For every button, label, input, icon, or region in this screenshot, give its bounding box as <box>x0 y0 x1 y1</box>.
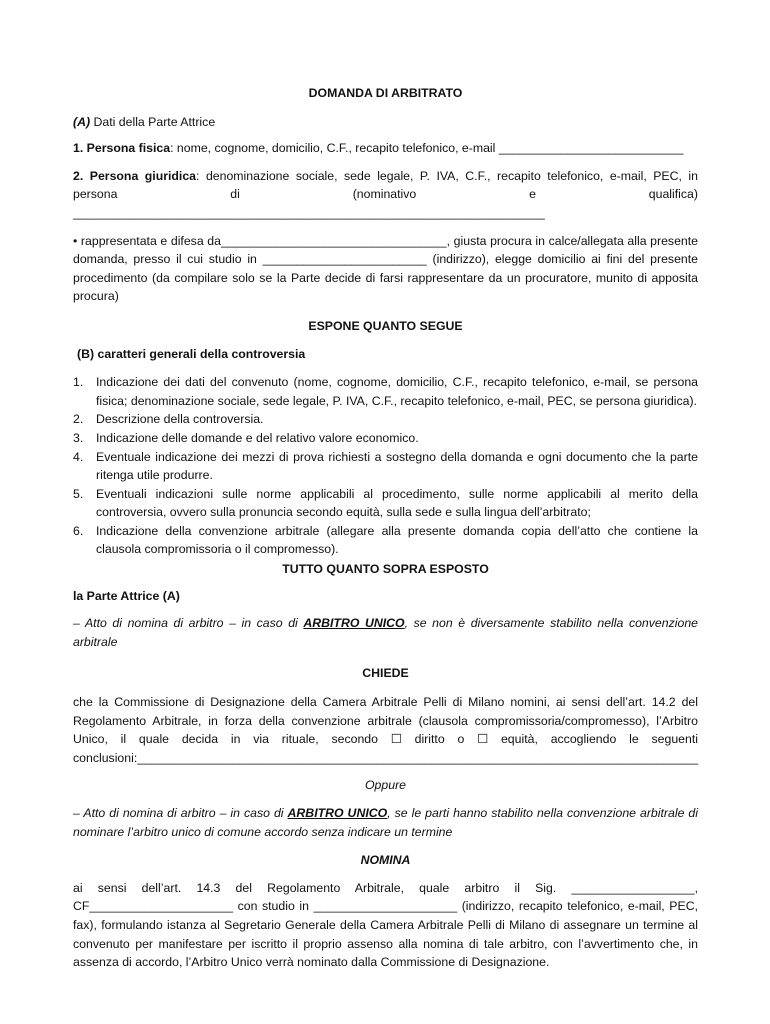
atto1-before: – Atto di nomina di arbitro – in caso di <box>73 616 304 631</box>
persona-giuridica-text: : denominazione sociale, sede legale, P. IVA, C.F., recapito telefonico, e-mail, PEC, in persona di (nominativo e qualifica) _____________________________________________________________________ <box>73 168 698 220</box>
list-item-number: 3. <box>73 430 84 445</box>
section-a-label: (A) <box>73 114 91 129</box>
list-item-text: Eventuale indicazione dei mezzi di prova richiesti a sostegno della domanda e ogni documento che la parte ritenga utile produrre. <box>96 449 698 483</box>
atto-nomina-1 <box>73 614 698 651</box>
atto2-before: – Atto di nomina di arbitro – in caso di <box>73 806 288 820</box>
section-b-heading <box>73 345 698 364</box>
espone-heading: ESPONE QUANTO SEGUE <box>308 318 463 333</box>
list-item <box>73 410 698 429</box>
list-item <box>73 373 698 410</box>
list-item-number: 2. <box>73 412 84 427</box>
persona-giuridica-label: 2. Persona giuridica <box>73 168 197 183</box>
list-item-text: Indicazione delle domande e del relativo valore economico. <box>96 430 419 445</box>
list-item <box>73 429 698 448</box>
document-page <box>73 84 698 972</box>
nomina-heading: NOMINA <box>360 853 411 868</box>
parte-attrice-heading: la Parte Attrice (A) <box>73 588 180 603</box>
atto2-arbitro-unico: ARBITRO UNICO <box>287 806 388 820</box>
list-item-text: Descrizione della controversia. <box>96 412 264 427</box>
chiede-paragraph: che la Commissione di Designazione della Camera Arbitrale Pelli di Milano nomini, ai sensi dell’art. 14.2 del Regolamento Arbitrale, in forza della convenzione arbitrale (clausola compromissoria/compromesso), l’Arbitro Unico, il quale decida in via rituale, secondo ☐ diritto o ☐ equità, accogliendo le seguenti conclusioni:__________________________________________________________________________________ <box>73 695 699 765</box>
list-item-number: 5. <box>73 486 84 501</box>
persona-giuridica-paragraph <box>73 167 698 223</box>
list-item <box>73 522 698 559</box>
list-item-text: Indicazione della convenzione arbitrale (allegare alla presente domanda copia dell’atto che contiene la clausola compromissoria o il compromesso). <box>96 523 698 557</box>
list-item-number: 4. <box>73 449 84 464</box>
list-item-number: 1. <box>73 375 84 390</box>
list-item <box>73 485 698 522</box>
list-item-text: Indicazione dei dati del convenuto (nome, cognome, domicilio, C.F., recapito telefonico, e-mail, se persona fisica; denominazione sociale, sede legale, P. IVA, C.F., recapito telefonico, e-mail, PEC, se persona giuridica). <box>96 375 698 408</box>
atto2-after: , se le parti hanno stabilito nella convenzione arbitrale di nominare l’arbitro unico di comune accordo senza indicare un termine <box>73 806 698 839</box>
persona-fisica-paragraph <box>73 139 698 158</box>
atto-nomina-2 <box>73 804 698 841</box>
list-item <box>73 448 698 485</box>
persona-fisica-label: 1. Persona fisica <box>73 141 171 156</box>
list-item-text: Eventuali indicazioni sulle norme applicabili al procedimento, sulle norme applicabili al merito della controversia, ovvero sulla pronuncia secondo equità, sulla sede e sulla lingua dell’arbitrato; <box>96 486 698 520</box>
list-item-number: 6. <box>73 523 84 538</box>
chiede-heading: CHIEDE <box>362 666 409 681</box>
atto1-arbitro-unico: ARBITRO UNICO <box>303 616 405 631</box>
persona-fisica-text: : nome, cognome, domicilio, C.F., recapito telefonico, e-mail ___________________________ <box>170 141 684 156</box>
section-a-text: Dati della Parte Attrice <box>90 114 216 129</box>
document-title: DOMANDA DI ARBITRATO <box>308 86 463 100</box>
oppure-label: Oppure <box>364 778 407 793</box>
rappresentata-paragraph: • rappresentata e difesa da_________________________________, giusta procura in calce/allegata alla presente domanda, presso il cui studio in ________________________ (indirizzo), elegge domicilio ai fini del presente procedimento (da compilare solo se la Parte decide di farsi rappresentare da un procuratore, munito di apposita procura) <box>73 233 698 304</box>
atto1-after: , se non è diversamente stabilito nella convenzione arbitrale <box>73 616 698 649</box>
controversia-list <box>73 373 698 559</box>
section-a-heading <box>73 113 698 132</box>
nomina-paragraph: ai sensi dell’art. 14.3 del Regolamento Arbitrale, quale arbitro il Sig. __________________, CF_____________________ con studio in _____________________ (indirizzo, recapito telefonico, e-mail, PEC, fax), formulando istanza al Segretario Generale della Camera Arbitrale Pelli di Milano di assegnare un termine al convenuto per manifestare per iscritto il proprio assenso alla nomina di tale arbitro, con l’avvertimento che, in assenza di accordo, l’Arbitro Unico verrà nominato dalla Commissione di Designazione. <box>73 880 698 970</box>
section-b-text: (B) caratteri generali della controversia <box>77 346 306 361</box>
tutto-heading: TUTTO QUANTO SOPRA ESPOSTO <box>282 562 489 577</box>
